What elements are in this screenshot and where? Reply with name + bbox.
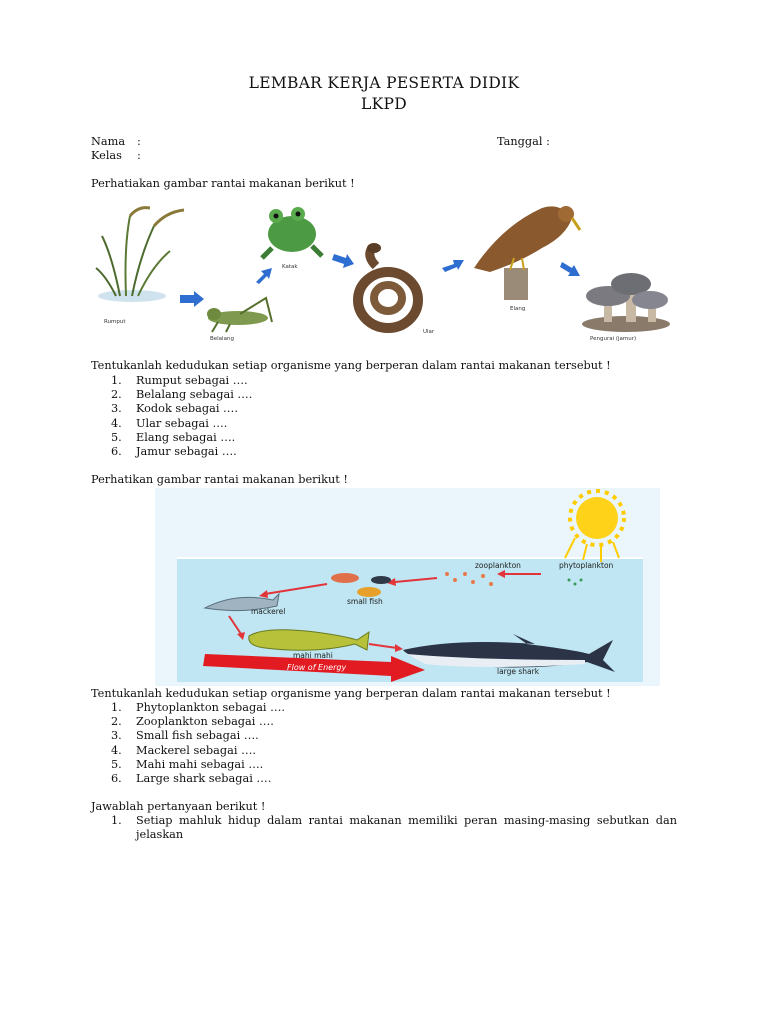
worksheet-title: LEMBAR KERJA PESERTA DIDIK xyxy=(248,74,520,92)
snake-illustration xyxy=(358,243,418,328)
section2-list xyxy=(91,701,285,786)
list-item: 1. Rumput sebagai …. xyxy=(111,374,248,387)
label-phytoplankton: phytoplankton xyxy=(559,561,614,570)
question-number: 1. xyxy=(111,814,122,827)
arrow-icon xyxy=(180,291,204,307)
section3-intro: Jawablah pertanyaan berikut ! xyxy=(91,800,266,813)
label-zooplankton: zooplankton xyxy=(475,561,521,570)
section1-list xyxy=(91,374,252,459)
grasshopper-illustration xyxy=(207,298,272,332)
list-item: 3. Small fish sebagai …. xyxy=(111,729,259,743)
list-item: 5. Mahi mahi sebagai …. xyxy=(111,757,264,771)
arrow-icon xyxy=(442,260,464,272)
label-small-fish: small fish xyxy=(347,597,383,606)
list-item: 2. Zooplankton sebagai …. xyxy=(111,715,274,729)
kelas-colon: : xyxy=(137,149,141,162)
list-item: 2. Belalang sebagai …. xyxy=(111,388,253,402)
list-item: 5. Elang sebagai …. xyxy=(111,430,236,444)
grass-illustration xyxy=(96,208,184,302)
label-mahi-mahi: mahi mahi xyxy=(293,651,333,660)
label-rumput: Rumput xyxy=(104,319,126,325)
label-katak: Katak xyxy=(282,264,298,270)
list-item: 1. Phytoplankton sebagai …. xyxy=(111,701,286,714)
section2-instruction: Tentukanlah kedudukan setiap organisme yang berperan dalam rantai makanan tersebut ! xyxy=(91,687,611,700)
label-elang: Elang xyxy=(510,306,526,312)
nama-label: Nama xyxy=(91,135,126,148)
arrow-icon xyxy=(332,254,354,268)
kelas-field xyxy=(91,149,141,163)
nama-colon: : xyxy=(137,135,141,148)
list-item: 3. Kodok sebagai …. xyxy=(111,402,238,416)
land-food-chain-figure xyxy=(90,196,680,348)
list-item: 6. Jamur sebagai …. xyxy=(111,445,237,459)
label-mackerel: mackerel xyxy=(251,607,286,616)
label-ular: Ular xyxy=(423,329,435,335)
marine-food-chain-figure xyxy=(155,488,660,686)
tanggal-label: Tanggal : xyxy=(497,135,550,148)
list-item: 6. Large shark sebagai …. xyxy=(111,772,272,786)
list-item: 4. Ular sebagai …. xyxy=(111,416,228,430)
frog-illustration xyxy=(262,207,322,258)
mushroom-illustration xyxy=(582,273,670,332)
worksheet-subtitle: LKPD xyxy=(361,95,407,113)
eagle-illustration xyxy=(474,206,580,300)
label-belalang: Belalang xyxy=(210,336,234,342)
section2-intro: Perhatikan gambar rantai makanan berikut ! xyxy=(91,473,348,486)
nama-field xyxy=(91,135,141,149)
section1-intro: Perhatiakan gambar rantai makanan berikut ! xyxy=(91,177,355,190)
list-item: 4. Mackerel sebagai …. xyxy=(111,743,256,757)
label-flow-of-energy: Flow of Energy xyxy=(287,663,347,672)
label-large-shark: large shark xyxy=(497,667,540,676)
question-1 xyxy=(91,814,677,842)
kelas-label: Kelas xyxy=(91,149,122,162)
arrow-icon xyxy=(560,262,580,276)
section1-instruction: Tentukanlah kedudukan setiap organisme yang berperan dalam rantai makanan tersebut ! xyxy=(91,359,611,372)
question-text: Setiap mahluk hidup dalam rantai makanan memiliki peran masing-masing sebutkan dan jelaskan xyxy=(136,814,677,842)
label-pengurai: Pengurai (jamur) xyxy=(590,336,637,342)
arrow-icon xyxy=(256,268,272,284)
